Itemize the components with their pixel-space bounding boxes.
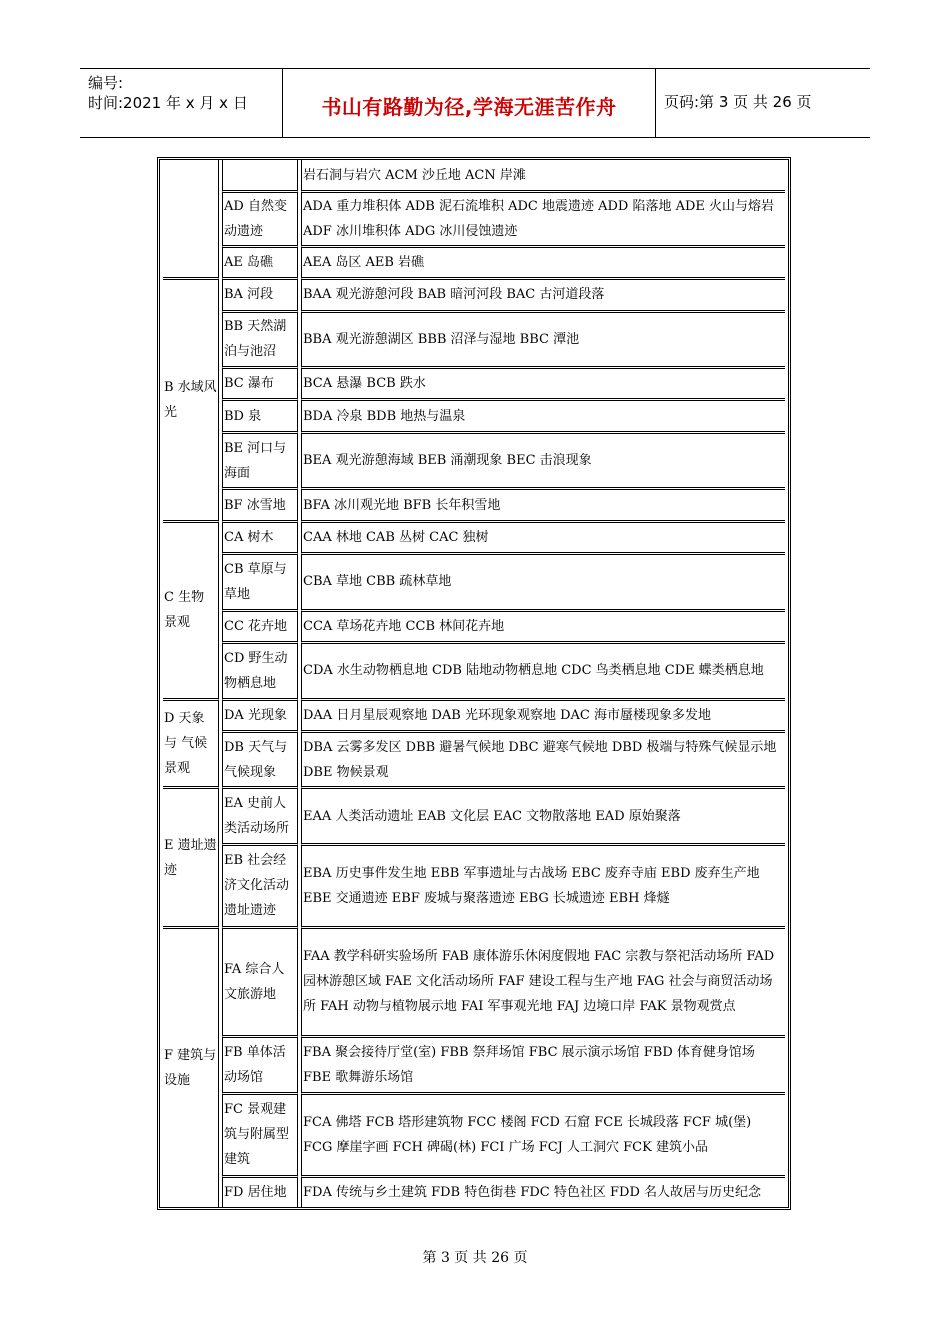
items-cell: EBA 历史事件发生地 EBB 军事遗址与古战场 EBC 废弃寺庙 EBD 废弃生产地 EBE 交通遗迹 EBF 废城与聚落遗迹 EBG 长城遗迹 EBH 烽燧 [301,843,785,926]
table-row [163,520,785,552]
table-row [163,487,785,519]
items-cell: BBA 观光游憩湖区 BBB 沼泽与湿地 BBC 潭池 [301,310,785,367]
subcategory-cell: CD 野生动物栖息地 [222,641,298,698]
table-row [163,190,785,245]
table-row [163,730,785,787]
table-row [163,698,785,730]
table-row [163,1092,785,1175]
category-cell: B 水域风光 [163,277,219,520]
subcategory-cell [222,160,298,190]
items-cell: BAA 观光游憩河段 BAB 暗河河段 BAC 古河道段落 [301,277,785,309]
page-info: 页码:第 3 页 共 26 页 [664,93,812,111]
table-row [163,310,785,367]
category-cell: C 生物景观 [163,520,219,698]
items-cell: BFA 冰川观光地 BFB 长年积雪地 [301,487,785,519]
subcategory-cell: BC 瀑布 [222,366,298,398]
time-label: 时间:2021 年 x 月 x 日 [88,94,248,112]
items-cell: CDA 水生动物栖息地 CDB 陆地动物栖息地 CDC 鸟类栖息地 CDE 蝶类栖息地 [301,641,785,698]
items-cell: EAA 人类活动遗址 EAB 文化层 EAC 文物散落地 EAD 原始聚落 [301,786,785,843]
items-cell: FAA 教学科研实验场所 FAB 康体游乐休闲度假地 FAC 宗教与祭祀活动场所 FAD 园林游憩区域 FAE 文化活动场所 FAF 建设工程与生产地 FAG 社会与商贸活动场所 FAH 动物与植物展示地 FAI 军事观光地 FAJ 边境口岸 FAK 景物观赏点 [301,926,785,1035]
header-motto-cell [282,69,656,137]
table-row [163,843,785,926]
header-meta [80,69,282,137]
category-cell: F 建筑与设施 [163,926,219,1207]
items-cell: FBA 聚会接待厅堂(室) FBB 祭拜场馆 FBC 展示演示场馆 FBD 体育健身馆场 FBE 歌舞游乐场馆 [301,1035,785,1092]
items-cell: FDA 传统与乡土建筑 FDB 特色街巷 FDC 特色社区 FDD 名人故居与历史纪念 [301,1175,785,1207]
subcategory-cell: DA 光现象 [222,698,298,730]
items-cell: CBA 草地 CBB 疏林草地 [301,552,785,609]
number-label: 编号: [88,74,124,92]
table-row [163,245,785,277]
subcategory-cell: CC 花卉地 [222,609,298,641]
subcategory-cell: CB 草原与草地 [222,552,298,609]
motto: 书山有路勤为径,学海无涯苦作舟 [321,95,617,119]
items-cell: FCA 佛塔 FCB 塔形建筑物 FCC 楼阁 FCD 石窟 FCE 长城段落 FCF 城(堡) FCG 摩崖字画 FCH 碑碣(林) FCI 广场 FCJ 人工洞穴 FCK 建筑小品 [301,1092,785,1175]
page-footer: 第 3 页 共 26 页 [422,1250,528,1266]
subcategory-cell: DB 天气与气候现象 [222,730,298,787]
subcategory-cell: BB 天然湖泊与池沼 [222,310,298,367]
table-row [163,366,785,398]
subcategory-cell: EB 社会经济文化活动遗址遗迹 [222,843,298,926]
items-cell: 岩石洞与岩穴 ACM 沙丘地 ACN 岸滩 [301,160,785,190]
items-cell: CAA 林地 CAB 丛树 CAC 独树 [301,520,785,552]
items-cell: ADA 重力堆积体 ADB 泥石流堆积 ADC 地震遗迹 ADD 陷落地 ADE 火山与熔岩 ADF 冰川堆积体 ADG 冰川侵蚀遗迹 [301,190,785,245]
subcategory-cell: FB 单体活动场馆 [222,1035,298,1092]
items-cell: BCA 悬瀑 BCB 跌水 [301,366,785,398]
items-cell: BDA 冷泉 BDB 地热与温泉 [301,398,785,430]
subcategory-cell: CA 树木 [222,520,298,552]
table-row [163,398,785,430]
subcategory-cell: FD 居住地 [222,1175,298,1207]
table-row [163,926,785,1035]
items-cell: DAA 日月星辰观察地 DAB 光环现象观察地 DAC 海市蜃楼现象多发地 [301,698,785,730]
table-row [163,552,785,609]
page-header [80,68,870,138]
items-cell: DBA 云雾多发区 DBB 避暑气候地 DBC 避寒气候地 DBD 极端与特殊气候显示地 DBE 物候景观 [301,730,785,787]
category-cell: D 天象与 气候景观 [163,698,219,787]
classification-table [157,157,791,1210]
table-row [163,1035,785,1092]
category-cell: E 遗址遗迹 [163,786,219,925]
category-cell [163,160,219,277]
table-row [163,277,785,309]
table-row [163,786,785,843]
table-row [163,1175,785,1207]
subcategory-cell: FA 综合人文旅游地 [222,926,298,1035]
subcategory-cell: BF 冰雪地 [222,487,298,519]
table-row [163,641,785,698]
subcategory-cell: FC 景观建筑与附属型建筑 [222,1092,298,1175]
items-cell: AEA 岛区 AEB 岩礁 [301,245,785,277]
subcategory-cell: BA 河段 [222,277,298,309]
subcategory-cell: BE 河口与海面 [222,431,298,488]
subcategory-cell: AE 岛礁 [222,245,298,277]
subcategory-cell: BD 泉 [222,398,298,430]
subcategory-cell: AD 自然变动遗迹 [222,190,298,245]
items-cell: BEA 观光游憩海域 BEB 涌潮现象 BEC 击浪现象 [301,431,785,488]
table-row [163,609,785,641]
subcategory-cell: EA 史前人类活动场所 [222,786,298,843]
table-row [163,431,785,488]
items-cell: CCA 草场花卉地 CCB 林间花卉地 [301,609,785,641]
table-row [163,160,785,190]
